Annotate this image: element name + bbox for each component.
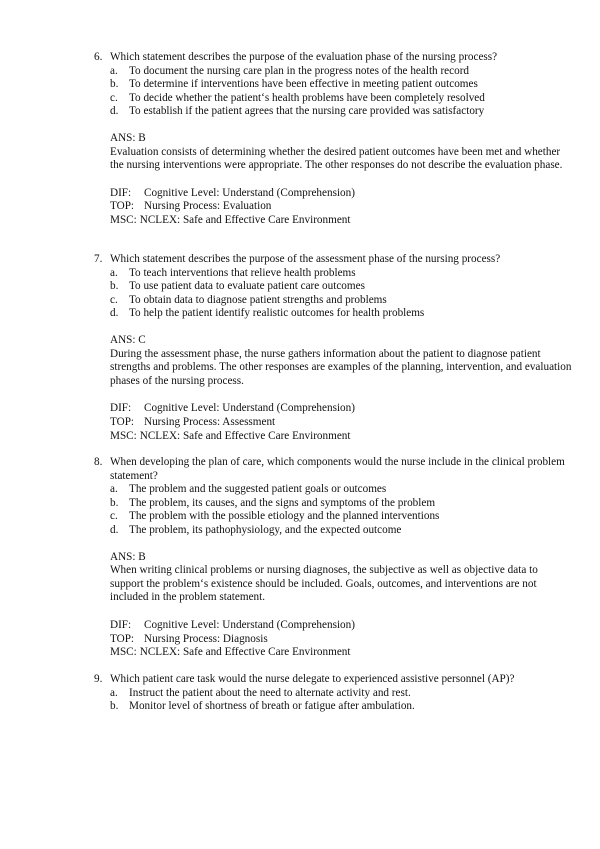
topic-row (110, 416, 572, 430)
meta-label: TOP: (110, 200, 135, 213)
option-text: Instruct the patient about the need to alternate activity and rest. (129, 686, 411, 699)
meta-label: TOP: (110, 632, 135, 645)
meta-label: MSC: (110, 429, 137, 442)
question-metadata (94, 402, 572, 443)
answer-options (94, 65, 572, 119)
option-d (94, 307, 572, 321)
meta-value: NCLEX: Safe and Effective Care Environment (139, 646, 351, 659)
meta-value: Nursing Process: Assessment (144, 415, 276, 428)
question-metadata (94, 187, 572, 228)
answer-key: ANS: B (110, 550, 146, 563)
msc-row (110, 430, 572, 444)
question-7 (94, 253, 572, 443)
option-letter: b. (110, 496, 119, 509)
option-text: To document the nursing care plan in the progress notes of the health record (129, 64, 470, 77)
question-text: When developing the plan of care, which components would the nurse include in the clinical problem statement? (110, 456, 565, 482)
meta-label: TOP: (110, 415, 135, 428)
option-d (94, 105, 572, 119)
option-b (94, 700, 572, 714)
option-a (94, 267, 572, 281)
option-text: To use patient data to evaluate patient care outcomes (129, 280, 365, 293)
option-letter: c. (110, 510, 118, 523)
rationale: When writing clinical problems or nursing diagnoses, the subjective as well as objective data to support the problem‘s existence should be included. Goals, outcomes, and interventions are not included in the problem statement. (110, 564, 538, 604)
option-letter: a. (110, 686, 118, 699)
question-text: Which statement describes the purpose of the evaluation phase of the nursing process? (110, 51, 498, 63)
option-text: To help the patient identify realistic outcomes for health problems (129, 307, 425, 320)
question-9 (94, 673, 572, 714)
option-letter: b. (110, 280, 119, 293)
meta-value: NCLEX: Safe and Effective Care Environment (139, 429, 351, 442)
rationale: Evaluation consists of determining whether the desired patient outcomes have been met and whether the nursing interventions were appropriate. The other responses do not describe the evaluation phase. (110, 145, 563, 172)
msc-row (110, 214, 572, 228)
answer-options (94, 687, 572, 714)
question-stem (94, 253, 572, 267)
option-text: To obtain data to diagnose patient strengths and problems (129, 293, 387, 306)
question-metadata (94, 619, 572, 660)
option-letter: d. (110, 307, 119, 320)
option-text: The problem, its causes, and the signs and symptoms of the problem (129, 496, 436, 509)
meta-value: Cognitive Level: Understand (Comprehension) (144, 618, 355, 631)
topic-row (110, 633, 572, 647)
rationale: During the assessment phase, the nurse gathers information about the patient to diagnose patient strengths and problems. The other responses are examples of the planning, intervention, and evaluation phases of the nursing process. (110, 347, 572, 387)
option-letter: b. (110, 78, 119, 91)
question-number: 7. (94, 253, 103, 265)
option-b (94, 497, 572, 511)
meta-label: DIF: (110, 186, 132, 199)
meta-value: Cognitive Level: Understand (Comprehension) (144, 186, 355, 199)
option-letter: d. (110, 105, 119, 118)
meta-label: DIF: (110, 618, 132, 631)
topic-row (110, 200, 572, 214)
option-letter: d. (110, 523, 119, 536)
option-letter: b. (110, 700, 119, 713)
option-text: Monitor level of shortness of breath or fatigue after ambulation. (129, 700, 415, 713)
meta-label: MSC: (110, 646, 137, 659)
answer-options (94, 267, 572, 321)
meta-value: Nursing Process: Evaluation (144, 200, 272, 213)
difficulty-row (110, 619, 572, 633)
question-number: 9. (94, 673, 103, 685)
question-text: Which patient care task would the nurse delegate to experienced assistive personnel (AP)? (110, 673, 515, 685)
option-c (94, 92, 572, 106)
option-a (94, 687, 572, 701)
option-a (94, 483, 572, 497)
option-text: The problem, its pathophysiology, and the expected outcome (129, 523, 402, 536)
option-text: To decide whether the patient‘s health problems have been completely resolved (129, 91, 485, 104)
meta-value: Nursing Process: Diagnosis (144, 632, 268, 645)
difficulty-row (110, 402, 572, 416)
difficulty-row (110, 187, 572, 201)
meta-value: NCLEX: Safe and Effective Care Environment (139, 213, 351, 226)
option-text: The problem and the suggested patient goals or outcomes (129, 483, 387, 496)
question-number: 6. (94, 51, 103, 63)
question-8 (94, 456, 572, 660)
question-stem (94, 51, 572, 65)
msc-row (110, 646, 572, 660)
option-c (94, 510, 572, 524)
question-number: 8. (94, 456, 103, 468)
option-b (94, 78, 572, 92)
meta-label: DIF: (110, 402, 132, 415)
option-text: To establish if the patient agrees that the nursing care provided was satisfactory (129, 105, 485, 118)
option-c (94, 294, 572, 308)
option-text: The problem with the possible etiology and the planned interventions (129, 510, 440, 523)
option-text: To teach interventions that relieve health problems (129, 266, 356, 279)
answer-options (94, 483, 572, 537)
answer-key: ANS: C (110, 333, 146, 346)
option-a (94, 65, 572, 79)
option-letter: c. (110, 91, 118, 104)
option-letter: a. (110, 64, 118, 77)
question-text: Which statement describes the purpose of the assessment phase of the nursing process? (110, 253, 501, 265)
option-text: To determine if interventions have been effective in meeting patient outcomes (129, 78, 478, 91)
option-letter: a. (110, 483, 118, 496)
option-letter: c. (110, 293, 118, 306)
question-stem (94, 673, 572, 687)
meta-label: MSC: (110, 213, 137, 226)
meta-value: Cognitive Level: Understand (Comprehension) (144, 402, 355, 415)
option-b (94, 280, 572, 294)
option-letter: a. (110, 266, 118, 279)
question-stem (94, 456, 572, 483)
option-d (94, 524, 572, 538)
answer-key: ANS: B (110, 131, 146, 144)
question-6 (94, 51, 572, 228)
